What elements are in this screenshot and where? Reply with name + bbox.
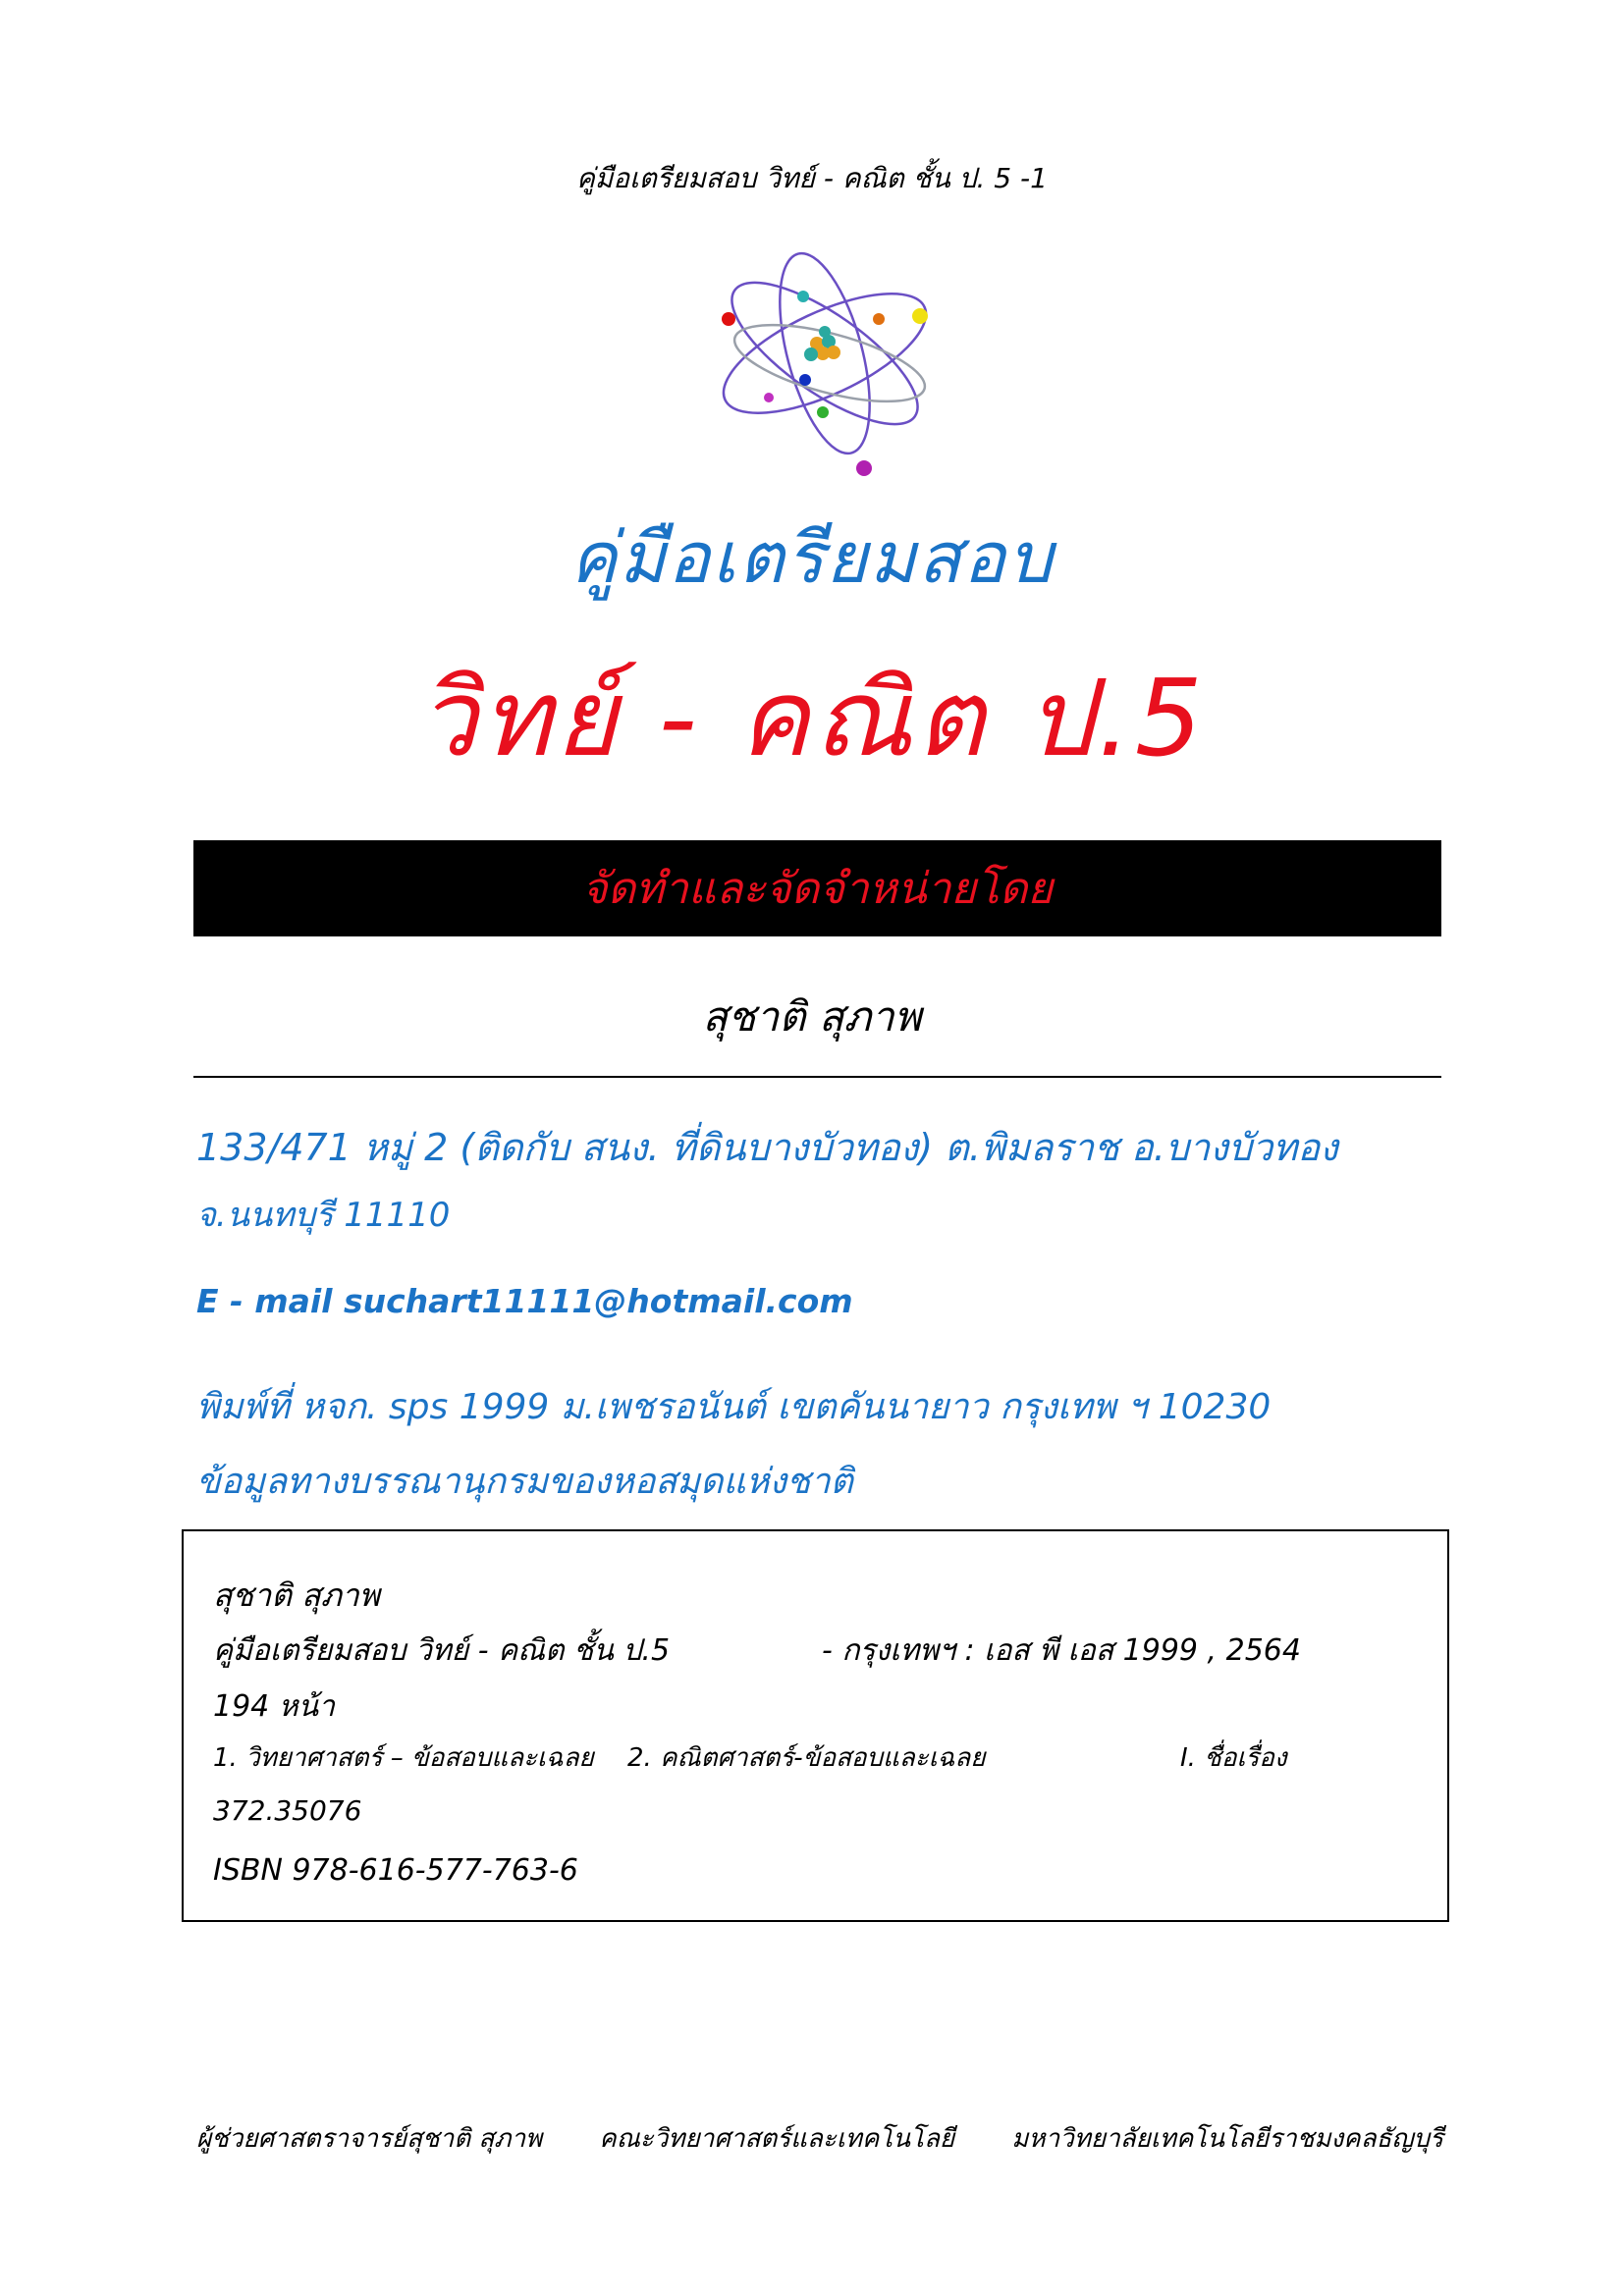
atom-icon: [707, 240, 943, 481]
catalog-box: [182, 1529, 1449, 1922]
catalog-classification: 372.35076: [213, 1794, 362, 1827]
catalog-publication: - กรุงเทพฯ : เอส พี เอส 1999 , 2564: [822, 1633, 1301, 1668]
footer-university: มหาวิทยาลัยเทคโนโลยีราชมงคลธัญบุรี: [1011, 2124, 1443, 2154]
author-name: สุชาติ สุภาพ: [702, 992, 922, 1041]
divider: [193, 1076, 1441, 1078]
catalog-subject3: I. ชื่อเรื่อง: [1180, 1743, 1287, 1773]
catalog-pages: 194 หน้า: [213, 1689, 335, 1724]
catalog-heading: ข้อมูลทางบรรณานุกรมของหอสมุดแห่งชาติ: [196, 1462, 853, 1502]
cover-title-line2: วิทย์ - คณิต ป.5: [417, 658, 1207, 780]
address-line1: 133/471 หมู่ 2 (ติดกับ สนง. ที่ดินบางบัวทอง) ต.พิมลราช อ.บางบัวทอง: [196, 1126, 1338, 1169]
footer-faculty: คณะวิทยาศาสตร์และเทคโนโลยี: [599, 2124, 955, 2154]
address-line2: จ.นนทบุรี 11110: [196, 1196, 451, 1235]
running-header: คู่มือเตรียมสอบ วิทย์ - คณิต ชั้น ป. 5 -1: [576, 162, 1048, 194]
footer: [196, 2118, 1443, 2159]
catalog-isbn: ISBN 978-616-577-763-6: [213, 1853, 578, 1888]
catalog-title: คู่มือเตรียมสอบ วิทย์ - คณิต ชั้น ป.5: [213, 1633, 671, 1668]
banner-text: จัดทำและจัดจำหน่ายโดย: [581, 864, 1054, 914]
cover-title-line1: คู่มือเตรียมสอบ: [569, 516, 1055, 599]
footer-author: ผู้ช่วยศาสตราจารย์สุชาติ สุภาพ: [196, 2124, 543, 2154]
catalog-subject1: 1. วิทยาศาสตร์ – ข้อสอบและเฉลย: [213, 1743, 594, 1773]
publisher-banner: [193, 840, 1441, 936]
catalog-subject2: 2. คณิตศาสตร์-ข้อสอบและเฉลย: [627, 1743, 986, 1773]
printer-line: พิมพ์ที่ หจก. sps 1999 ม.เพชรอนันต์ เขตคันนายาว กรุงเทพ ฯ 10230: [196, 1387, 1272, 1427]
email-line: E - mail suchart11111@hotmail.com: [196, 1282, 853, 1320]
catalog-author: สุชาติ สุภาพ: [213, 1576, 380, 1614]
